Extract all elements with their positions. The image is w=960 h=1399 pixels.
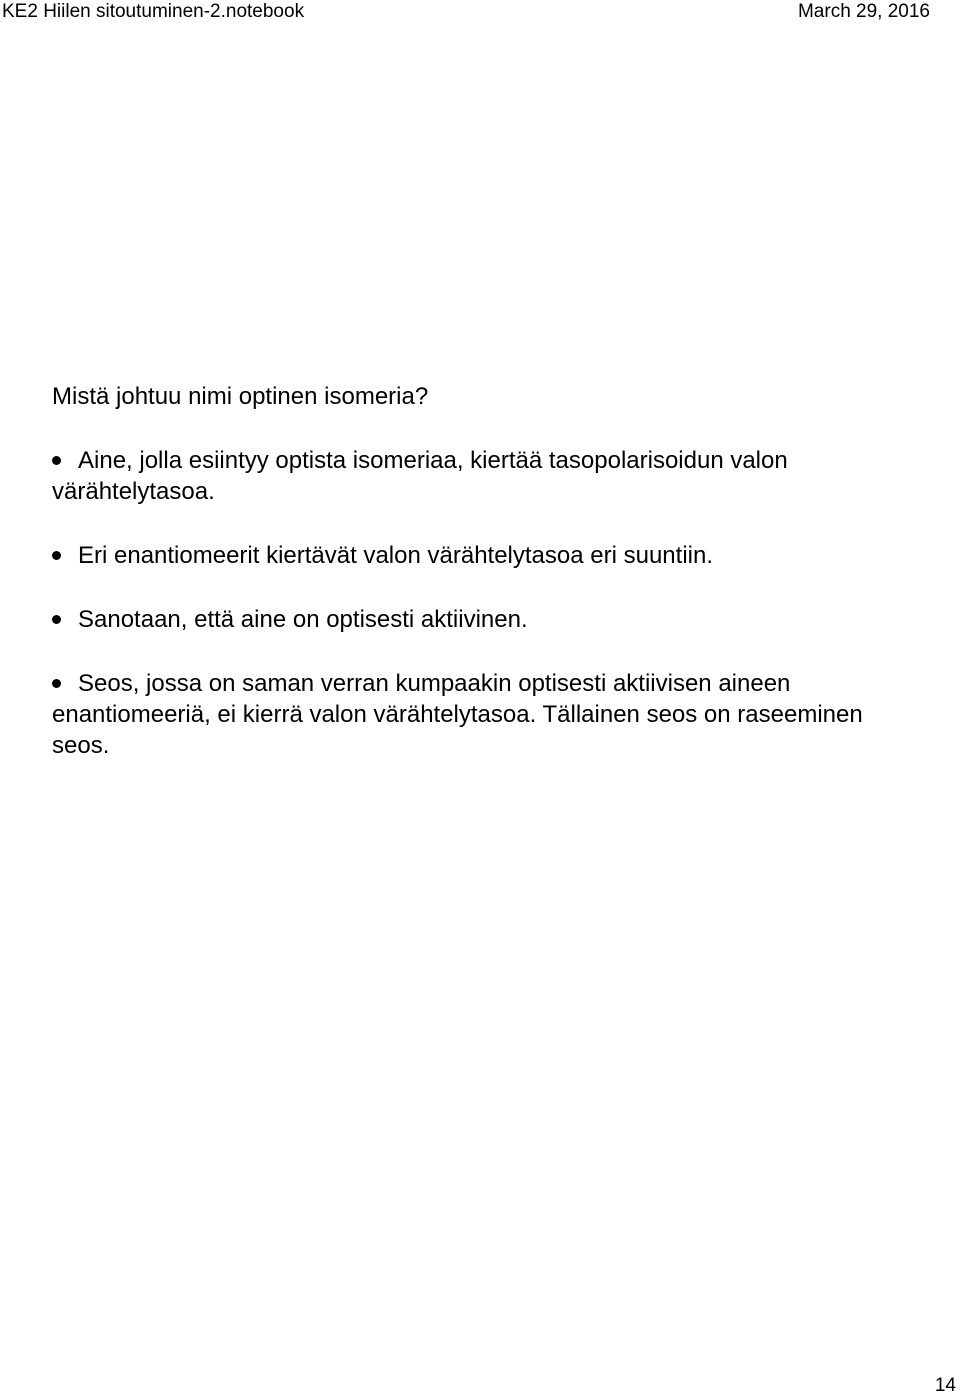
question-heading: Mistä johtuu nimi optinen isomeria? <box>52 383 429 410</box>
header-date: March 29, 2016 <box>797 1 930 22</box>
bullet-item-4: Seos, jossa on saman verran kumpaakin optisesti aktiivisen aineen enantiomeeriä, ei kierrä valon värähtelytasoa. Tällainen seos on raseeminen seos. <box>52 670 863 759</box>
bullet-item-3: Sanotaan, että aine on optisesti aktiivinen. <box>78 606 528 633</box>
bullet-item-1: Aine, jolla esiintyy optista isomeriaa, kiertää tasopolarisoidun valon värähtelytasoa. <box>52 447 788 505</box>
page-number: 14 <box>934 1375 956 1396</box>
notebook-title: KE2 Hiilen sitoutuminen-2.notebook <box>2 1 305 22</box>
bullet-item-2: Eri enantiomeerit kiertävät valon värähtelytasoa eri suuntiin. <box>78 542 713 569</box>
